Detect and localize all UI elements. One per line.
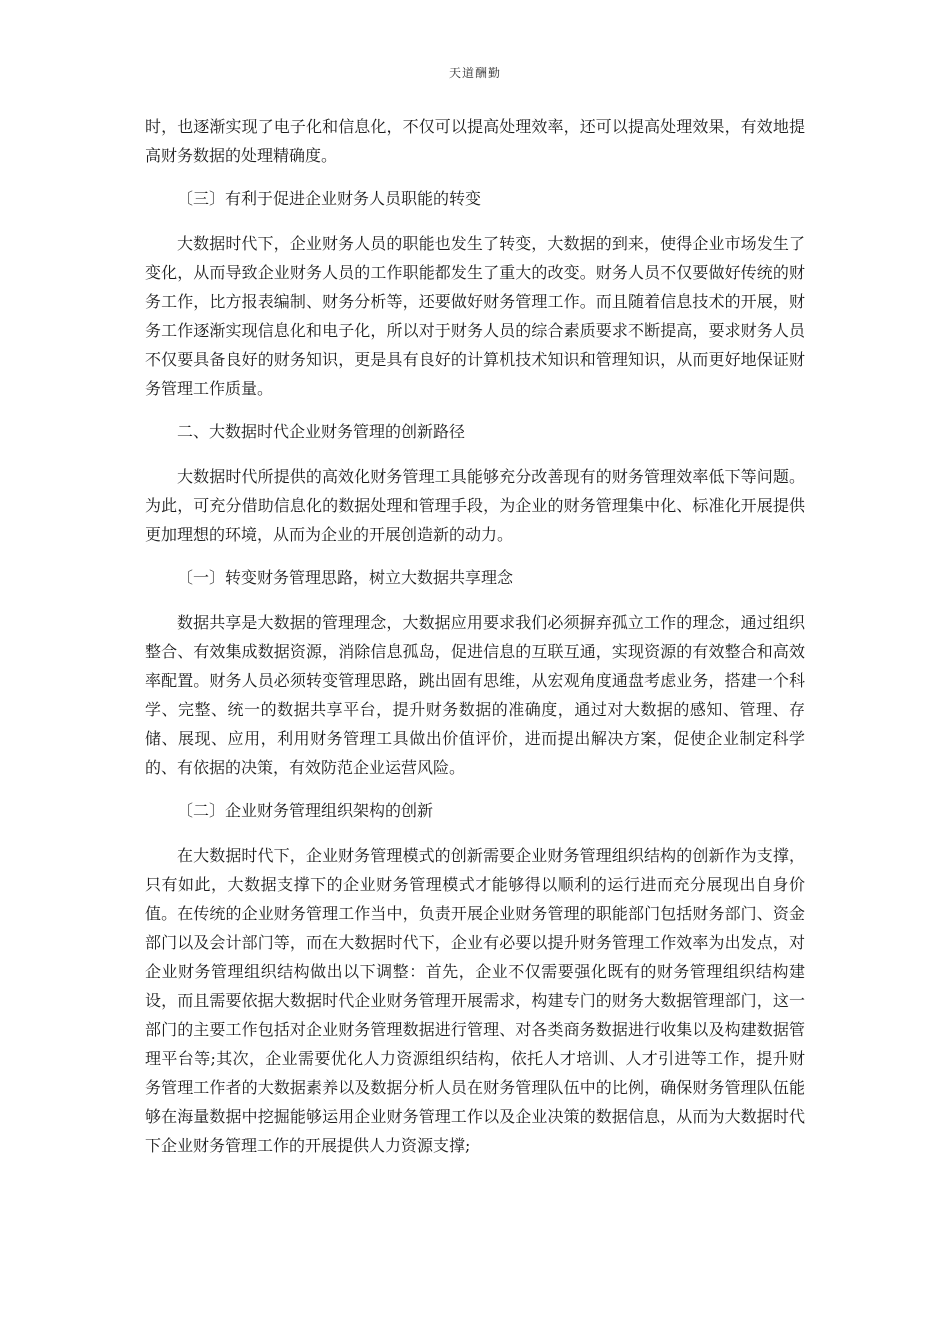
paragraph-continuation: 时，也逐渐实现了电子化和信息化，不仅可以提高处理效率，还可以提高处理效果，有效地提高财务数据的处理精确度。: [145, 117, 805, 165]
chapter-heading-2: 二、大数据时代企业财务管理的创新路径: [177, 422, 466, 441]
page-header: 天道酬勤: [448, 66, 501, 80]
section-heading-3: 〔三〕有利于促进企业财务人员职能的转变: [177, 189, 482, 208]
section-heading-1: 〔一〕转变财务管理思路，树立大数据共享理念: [177, 568, 514, 587]
paragraph-staff-role: 大数据时代下，企业财务人员的职能也发生了转变，大数据的到来，使得企业市场发生了变化，从而导致企业财务人员的工作职能都发生了重大的改变。财务人员不仅要做好传统的财务工作，比方报表编制、财务分析等，还要做好财务管理工作。而且随着信息技术的开展，财务工作逐渐实现信息化和电子化，所以对于财务人员的综合素质要求不断提高，要求财务人员不仅要具备良好的财务知识，更是具有良好的计算机技术知识和管理知识，从而更好地保证财务管理工作质量。: [145, 234, 805, 398]
section-heading-2: 〔二〕企业财务管理组织架构的创新: [177, 801, 434, 820]
paragraph-innovation-intro: 大数据时代所提供的高效化财务管理工具能够充分改善现有的财务管理效率低下等问题。为此，可充分借助信息化的数据处理和管理手段，为企业的财务管理集中化、标准化开展提供更加理想的环境，从而为企业的开展创造新的动力。: [145, 467, 805, 544]
paragraph-org-structure: 在大数据时代下，企业财务管理模式的创新需要企业财务管理组织结构的创新作为支撑，只有如此，大数据支撑下的企业财务管理模式才能够得以顺利的运行进而充分展现出自身价值。在传统的企业财务管理工作当中，负责开展企业财务管理的职能部门包括财务部门、资金部门以及会计部门等，而在大数据时代下，企业有必要以提升财务管理工作效率为出发点，对企业财务管理组织结构做出以下调整：首先，企业不仅需要强化既有的财务管理组织结构建设，而且需要依据大数据时代企业财务管理开展需求，构建专门的财务大数据管理部门，这一部门的主要工作包括对企业财务管理数据进行管理、对各类商务数据进行收集以及构建数据管理平台等;其次，企业需要优化人力资源组织结构，依托人才培训、人才引进等工作，提升财务管理工作者的大数据素养以及数据分析人员在财务管理队伍中的比例，确保财务管理队伍能够在海量数据中挖掘能够运用企业财务管理工作以及企业决策的数据信息，从而为大数据时代下企业财务管理工作的开展提供人力资源支撑;: [145, 846, 805, 1155]
paragraph-data-sharing: 数据共享是大数据的管理理念，大数据应用要求我们必须摒弃孤立工作的理念，通过组织整合、有效集成数据资源，消除信息孤岛，促进信息的互联互通，实现资源的有效整合和高效率配置。财务人员必须转变管理思路，跳出固有思维，从宏观角度通盘考虑业务，搭建一个科学、完整、统一的数据共享平台，提升财务数据的准确度，通过对大数据的感知、管理、存储、展现、应用，利用财务管理工具做出价值评价，进而提出解决方案，促使企业制定科学的、有依据的决策，有效防范企业运营风险。: [145, 613, 805, 777]
document-body: [145, 112, 805, 1174]
